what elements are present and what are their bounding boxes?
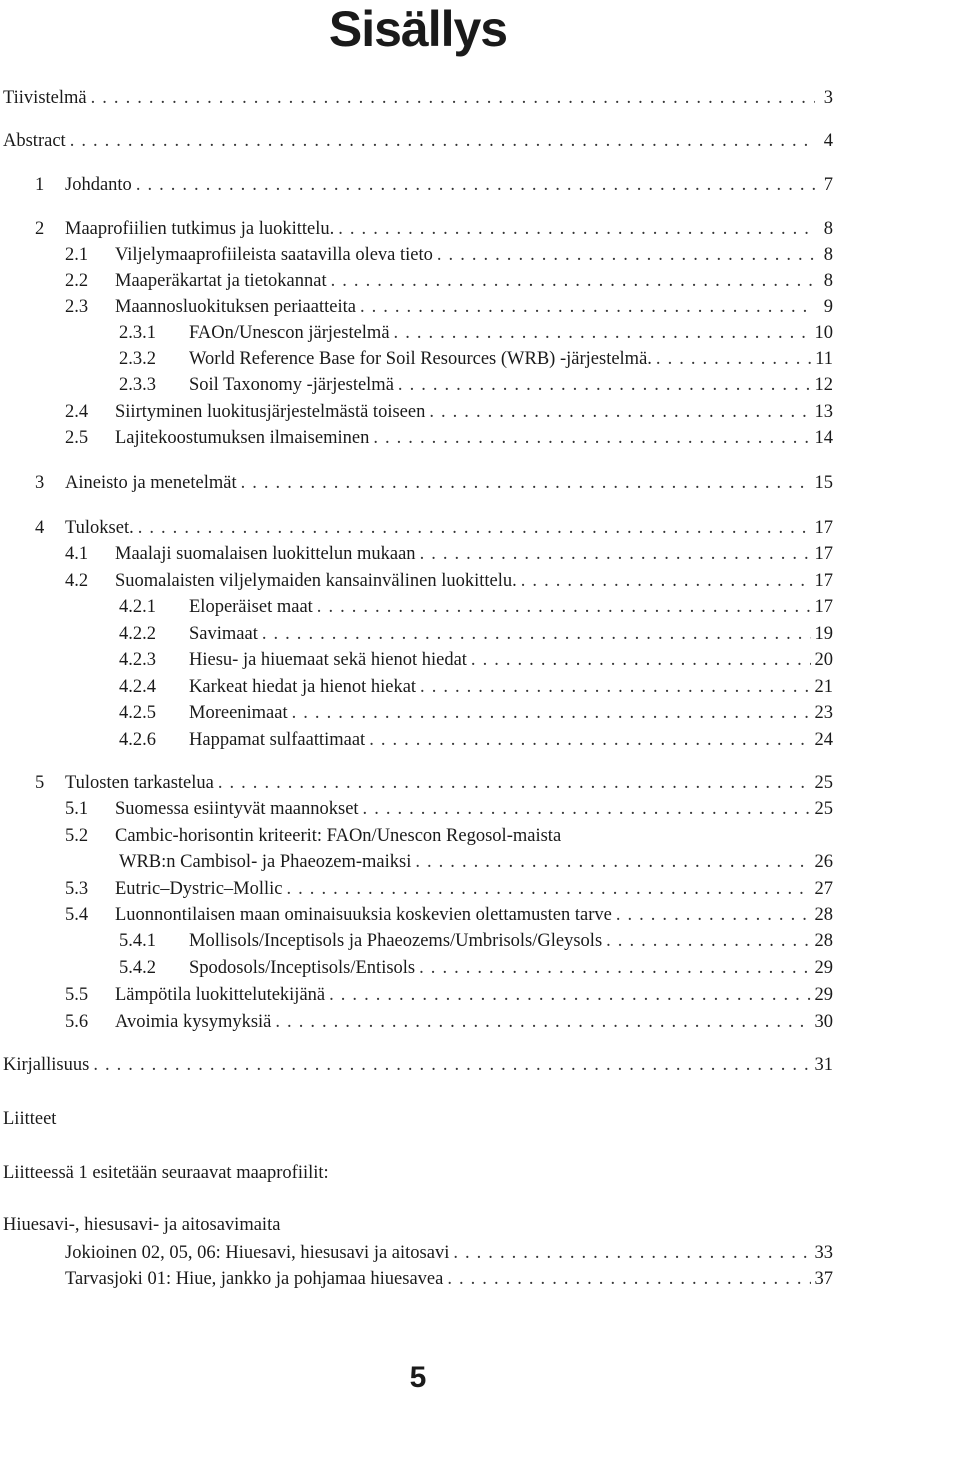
toc-entry-title: World Reference Base for Soil Resources (WRB) -järjestelmä. (189, 349, 652, 369)
toc-entry-number: 4.2 (65, 571, 89, 591)
leader-dots (420, 541, 811, 567)
toc-entry[interactable] (65, 902, 833, 928)
toc-entry-number: 2.5 (65, 428, 89, 448)
toc-entry-number: 2 (35, 219, 45, 239)
leader-dots (394, 320, 811, 346)
toc-entry[interactable] (119, 594, 833, 620)
toc-entry-page: 3 (823, 88, 833, 108)
toc-entry[interactable] (119, 727, 833, 753)
toc-entry[interactable] (65, 568, 833, 594)
appendix-item-title: Tarvasjoki 01: Hiue, jankko ja pohjamaa hiuesavea (65, 1269, 444, 1289)
toc-entry-page: 4 (823, 131, 833, 151)
toc-entry[interactable] (65, 425, 833, 451)
toc-entry-number: 2.3.2 (119, 349, 156, 369)
toc-entry-number: 2.4 (65, 402, 89, 422)
leader-dots (415, 849, 810, 875)
toc-entry-title: Tulosten tarkastelua (65, 773, 214, 793)
toc-entry-title: Moreenimaat (189, 703, 288, 723)
toc-entry-number: 5.4 (65, 905, 89, 925)
leader-dots (369, 727, 810, 753)
toc-entry[interactable] (119, 674, 833, 700)
toc-entry[interactable] (119, 700, 833, 726)
leader-dots (70, 128, 815, 154)
toc-entry-page: 24 (814, 730, 833, 750)
toc-entry-number: 1 (35, 175, 45, 195)
toc-entry-page: 17 (814, 518, 833, 538)
toc-entry[interactable] (35, 770, 833, 796)
toc-entry-number: 4.2.6 (119, 730, 156, 750)
toc-entry-number: 4 (35, 518, 45, 538)
toc-entry-title: Siirtyminen luokitusjärjestelmästä toiseen (115, 402, 426, 422)
leader-dots (91, 85, 815, 111)
toc-entry-page: 25 (814, 773, 833, 793)
toc-entry-title: Maannosluokituksen periaatteita (115, 297, 356, 317)
toc-entry-title: Suomessa esiintyvät maannokset (115, 799, 359, 819)
leader-dots (420, 674, 810, 700)
toc-entry[interactable] (119, 372, 833, 398)
toc-entry-title: Kirjallisuus (3, 1055, 90, 1075)
toc-entry-number: 4.2.4 (119, 677, 156, 697)
toc-entry[interactable] (3, 1052, 833, 1078)
toc-entry-page: 17 (814, 571, 833, 591)
toc-entry-page: 29 (814, 958, 833, 978)
toc-entry-title: Happamat sulfaattimaat (189, 730, 366, 750)
toc-entry-number: 5 (35, 773, 45, 793)
toc-entry-page: 10 (814, 323, 833, 343)
toc-entry[interactable] (119, 320, 833, 346)
appendix-intro: Liitteessä 1 esitetään seuraavat maaprofiilit: (3, 1163, 329, 1183)
toc-entry-title: Lajitekoostumuksen ilmaiseminen (115, 428, 370, 448)
toc-entry[interactable] (65, 399, 833, 425)
toc-entry[interactable] (119, 928, 833, 954)
toc-entry-continuation[interactable] (119, 849, 833, 875)
toc-entry[interactable] (65, 823, 833, 849)
leader-dots (136, 172, 815, 198)
leader-dots (275, 1009, 810, 1035)
toc-entry-page: 26 (814, 852, 833, 872)
toc-entry-number: 4.1 (65, 544, 89, 564)
toc-entry-page: 17 (814, 597, 833, 617)
toc-entry-page: 8 (823, 245, 833, 265)
appendix-heading: Liitteet (3, 1109, 57, 1129)
leader-dots (262, 621, 811, 647)
toc-entry-page: 13 (814, 402, 833, 422)
toc-entry-page: 12 (814, 375, 833, 395)
toc-entry-page: 8 (823, 219, 833, 239)
toc-entry-page: 11 (815, 349, 833, 369)
leader-dots (429, 399, 810, 425)
appendix-item-page: 33 (814, 1243, 833, 1263)
toc-entry-page: 21 (814, 677, 833, 697)
toc-entry-number: 5.1 (65, 799, 89, 819)
toc-entry[interactable] (65, 541, 833, 567)
toc-entry-number: 4.2.3 (119, 650, 156, 670)
toc-entry-title: Suomalaisten viljelymaiden kansainvälinen luokittelu. (115, 571, 517, 591)
leader-dots (453, 1240, 810, 1266)
toc-entry-number: 5.2 (65, 826, 89, 846)
toc-entry-page: 25 (814, 799, 833, 819)
toc-entry-number: 3 (35, 473, 45, 493)
toc-entry-title: Spodosols/Inceptisols/Entisols (189, 958, 416, 978)
leader-dots (360, 294, 815, 320)
toc-entry-page: 14 (814, 428, 833, 448)
toc-entry-title: Viljelymaaprofiileista saatavilla oleva tieto (115, 245, 433, 265)
toc-entry[interactable] (35, 515, 833, 541)
toc-entry-number: 2.3 (65, 297, 89, 317)
appendix-item[interactable] (65, 1240, 833, 1266)
leader-dots (292, 700, 811, 726)
toc-entry-title: Savimaat (189, 624, 258, 644)
toc-entry[interactable] (35, 470, 833, 496)
toc-entry[interactable] (119, 647, 833, 673)
leader-dots (218, 770, 811, 796)
toc-entry-number: 5.3 (65, 879, 89, 899)
toc-entry[interactable] (65, 876, 833, 902)
toc-entry-title: Tiivistelmä (3, 88, 87, 108)
toc-entry-number: 5.4.2 (119, 958, 156, 978)
toc-entry-title: Maaperäkartat ja tietokannat (115, 271, 327, 291)
toc-entry-title: Karkeat hiedat ja hienot hiekat (189, 677, 417, 697)
leader-dots (471, 647, 811, 673)
toc-entry-number: 4.2.2 (119, 624, 156, 644)
toc-entry-number: 4.2.5 (119, 703, 156, 723)
appendix-item-page: 37 (814, 1269, 833, 1289)
leader-dots (138, 515, 811, 541)
toc-entry-title: WRB:n Cambisol- ja Phaeozem-maiksi (119, 852, 412, 872)
leader-dots (656, 346, 811, 372)
toc-entry-number: 2.2 (65, 271, 89, 291)
toc-entry-title: Soil Taxonomy -järjestelmä (189, 375, 394, 395)
toc-entry[interactable] (65, 294, 833, 320)
toc-entry-page: 27 (814, 879, 833, 899)
leader-dots (447, 1266, 810, 1292)
appendix-item[interactable] (65, 1266, 833, 1292)
toc-entry[interactable] (119, 346, 833, 372)
toc-entry[interactable] (65, 242, 833, 268)
toc-entry-title: Lämpötila luokittelutekijänä (115, 985, 326, 1005)
toc-entry-page: 28 (814, 905, 833, 925)
toc-entry-number: 5.6 (65, 1012, 89, 1032)
toc-entry-title: Luonnontilaisen maan ominaisuuksia koskevien olettamusten tarve (115, 905, 612, 925)
leader-dots (329, 982, 810, 1008)
toc-entry[interactable] (3, 85, 833, 111)
leader-dots (398, 372, 811, 398)
toc-entry-page: 9 (823, 297, 833, 317)
leader-dots (338, 216, 815, 242)
toc-entry[interactable] (35, 216, 833, 242)
toc-entry-page: 17 (814, 544, 833, 564)
toc-entry-title: Avoimia kysymyksiä (115, 1012, 272, 1032)
leader-dots (331, 268, 815, 294)
toc-entry-title: FAOn/Unescon järjestelmä (189, 323, 390, 343)
leader-dots (373, 425, 810, 451)
toc-entry-title: Maaprofiilien tutkimus ja luokittelu. (65, 219, 335, 239)
toc-entry-title: Aineisto ja menetelmät (65, 473, 237, 493)
appendix-group: Hiuesavi-, hiesusavi- ja aitosavimaita (3, 1215, 281, 1235)
toc-entry-page: 30 (814, 1012, 833, 1032)
leader-dots (521, 568, 811, 594)
page-title: Sisällys (328, 1, 508, 57)
toc-entry[interactable] (65, 1009, 833, 1035)
toc-entry-title: Abstract (3, 131, 66, 151)
toc-entry-title: Mollisols/Inceptisols ja Phaeozems/Umbrisols/Gleysols (189, 931, 603, 951)
toc-entry-page: 23 (814, 703, 833, 723)
leader-dots (93, 1052, 810, 1078)
toc-entry-page: 29 (814, 985, 833, 1005)
leader-dots (616, 902, 811, 928)
toc-entry[interactable] (65, 796, 833, 822)
toc-entry-number: 2.1 (65, 245, 89, 265)
toc-entry-page: 28 (814, 931, 833, 951)
toc-entry-title: Eutric–Dystric–Mollic (115, 879, 283, 899)
toc-entry[interactable] (3, 128, 833, 154)
toc-entry-page: 15 (814, 473, 833, 493)
toc-entry-title: Johdanto (65, 175, 132, 195)
toc-entry-title: Maalaji suomalaisen luokittelun mukaan (115, 544, 416, 564)
toc-entry-number: 4.2.1 (119, 597, 156, 617)
toc-entry-number: 2.3.1 (119, 323, 156, 343)
toc-entry[interactable] (119, 621, 833, 647)
leader-dots (419, 955, 810, 981)
leader-dots (437, 242, 815, 268)
toc-entry-number: 2.3.3 (119, 375, 156, 395)
toc-entry-page: 31 (814, 1055, 833, 1075)
toc-entry[interactable] (119, 955, 833, 981)
toc-entry-page: 7 (823, 175, 833, 195)
toc-entry-title: Eloperäiset maat (189, 597, 313, 617)
toc-entry-number: 5.4.1 (119, 931, 156, 951)
leader-dots (606, 928, 810, 954)
toc-entry[interactable] (35, 172, 833, 198)
toc-entry[interactable] (65, 268, 833, 294)
toc-entry-page: 8 (823, 271, 833, 291)
toc-entry[interactable] (65, 982, 833, 1008)
leader-dots (363, 796, 811, 822)
page-number: 5 (409, 1361, 427, 1394)
toc-entry-page: 19 (814, 624, 833, 644)
appendix-item-title: Jokioinen 02, 05, 06: Hiuesavi, hiesusavi ja aitosavi (65, 1243, 450, 1263)
toc-entry-title: Cambic-horisontin kriteerit: FAOn/Unescon Regosol-maista (115, 826, 562, 846)
toc-entry-title: Hiesu- ja hiuemaat sekä hienot hiedat (189, 650, 467, 670)
toc-entry-page: 20 (814, 650, 833, 670)
leader-dots (241, 470, 811, 496)
toc-entry-title: Tulokset. (65, 518, 134, 538)
toc-entry-number: 5.5 (65, 985, 89, 1005)
leader-dots (317, 594, 811, 620)
leader-dots (287, 876, 811, 902)
